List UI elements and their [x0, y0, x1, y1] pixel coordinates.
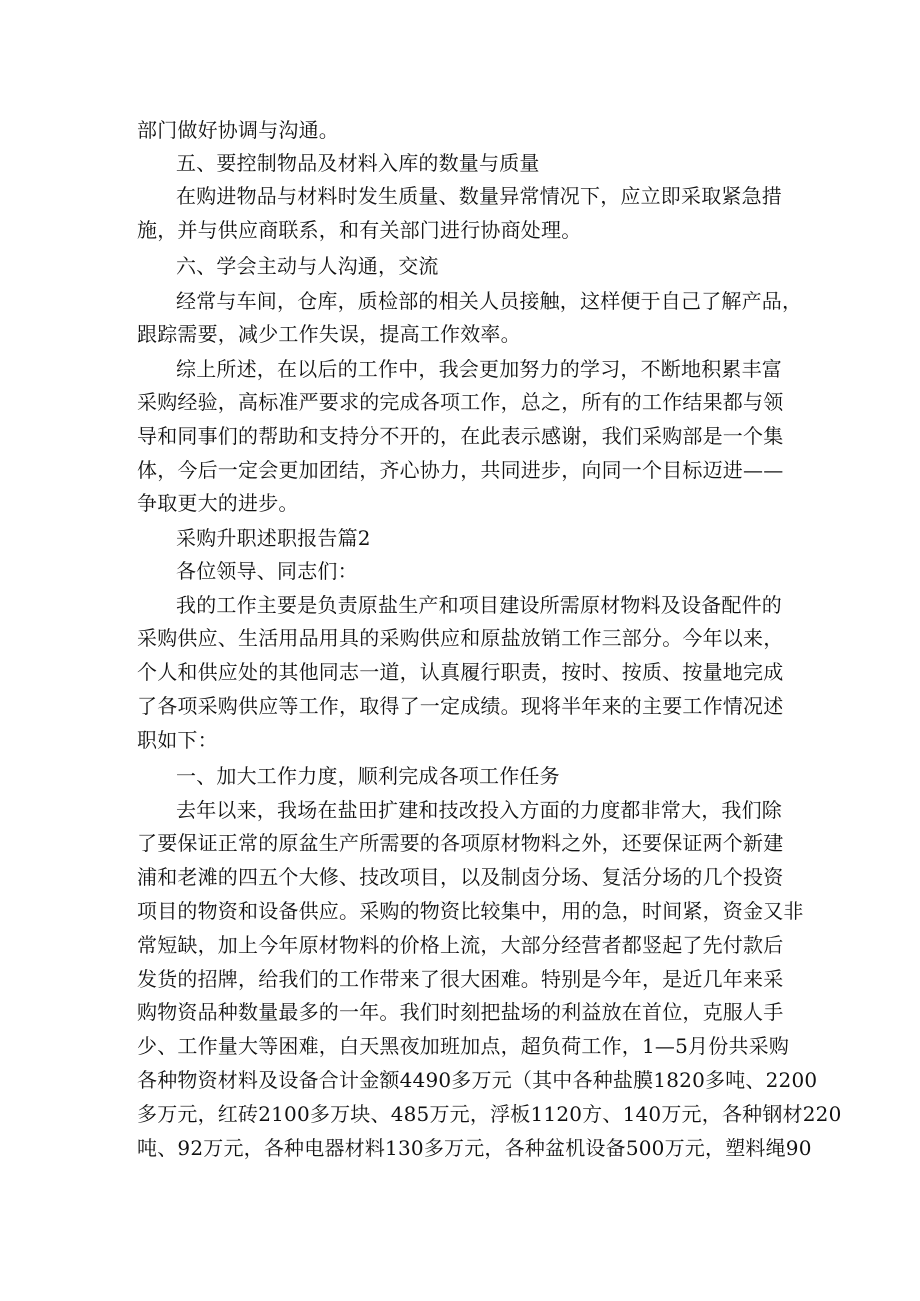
text-line: 多万元，红砖2100多万块、485万元，浮板1120方、140万元，各种钢材220	[137, 1102, 842, 1126]
text-line: 在购进物品与材料时发生质量、数量异常情况下，应立即采取紧急措	[176, 184, 782, 208]
section-heading: 五、要控制物品及材料入库的数量与质量	[176, 151, 540, 175]
text-line: 发货的招牌，给我们的工作带来了很大困难。特别是今年，是近几年来采	[137, 967, 784, 991]
text-line: 浦和老滩的四五个大修、技改项目，以及制卤分场、复活分场的几个投资	[137, 865, 784, 889]
text-line: 项目的物资和设备供应。采购的物资比较集中，用的急，时间紧，资金又非	[137, 899, 804, 923]
text-line: 少、工作量大等困难，白天黑夜加班加点，超负荷工作，1—5月份共采购	[137, 1034, 790, 1058]
text-line: 去年以来，我场在盐田扩建和技改投入方面的力度都非常大，我们除	[176, 798, 782, 822]
text-line: 部门做好协调与沟通。	[137, 118, 339, 142]
text-line: 跟踪需要，减少工作失误，提高工作效率。	[137, 322, 521, 346]
text-line: 了要保证正常的原盆生产所需要的各项原材物料之外，还要保证两个新建	[137, 831, 784, 855]
text-line: 吨、92万元，各种电器材料130多万元，各种盆机设备500万元，塑料绳90	[137, 1136, 812, 1160]
text-line: 了各项采购供应等工作，取得了一定成绩。现将半年来的主要工作情况述	[137, 694, 784, 718]
article-title: 采购升职述职报告篇2	[176, 526, 371, 550]
text-line: 我的工作主要是负责原盐生产和项目建设所需原材物料及设备配件的	[176, 593, 782, 617]
text-line: 采购供应、生活用品用具的采购供应和原盐放销工作三部分。今年以来，	[137, 626, 784, 650]
text-line: 职如下：	[137, 728, 218, 752]
text-line: 体，今后一定会更加团结，齐心协力，共同进步，向同一个目标迈进——	[137, 458, 784, 482]
text-line: 购物资品种数量最多的一年。我们时刻把盐场的利益放在首位，克服人手	[137, 1000, 784, 1024]
text-line: 导和同事们的帮助和支持分不开的，在此表示感谢，我们采购部是一个集	[137, 424, 784, 448]
section-heading: 六、学会主动与人沟通，交流	[176, 254, 439, 278]
text-line: 常短缺，加上今年原材物料的价格上流，大部分经营者都竖起了先付款后	[137, 933, 784, 957]
section-heading: 一、加大工作力度，顺利完成各项工作任务	[176, 764, 560, 788]
text-line: 争取更大的进步。	[137, 491, 299, 515]
text-line: 采购经验，高标准严要求的完成各项工作，总之，所有的工作结果都与领	[137, 390, 784, 414]
text-line: 施，并与供应商联系，和有关部门进行协商处理。	[137, 218, 582, 242]
text-line: 综上所述，在以后的工作中，我会更加努力的学习，不断地积累丰富	[176, 357, 782, 381]
text-line: 各种物资材料及设备合计金额4490多万元（其中各种盐膜1820多吨、2200	[137, 1068, 818, 1092]
salutation: 各位领导、同志们：	[176, 559, 358, 583]
text-line: 个人和供应处的其他同志一道，认真履行职责，按时、按质、按量地完成	[137, 660, 784, 684]
text-line: 经常与车间，仓库，质检部的相关人员接触，这样便于自己了解产品，	[176, 289, 803, 313]
